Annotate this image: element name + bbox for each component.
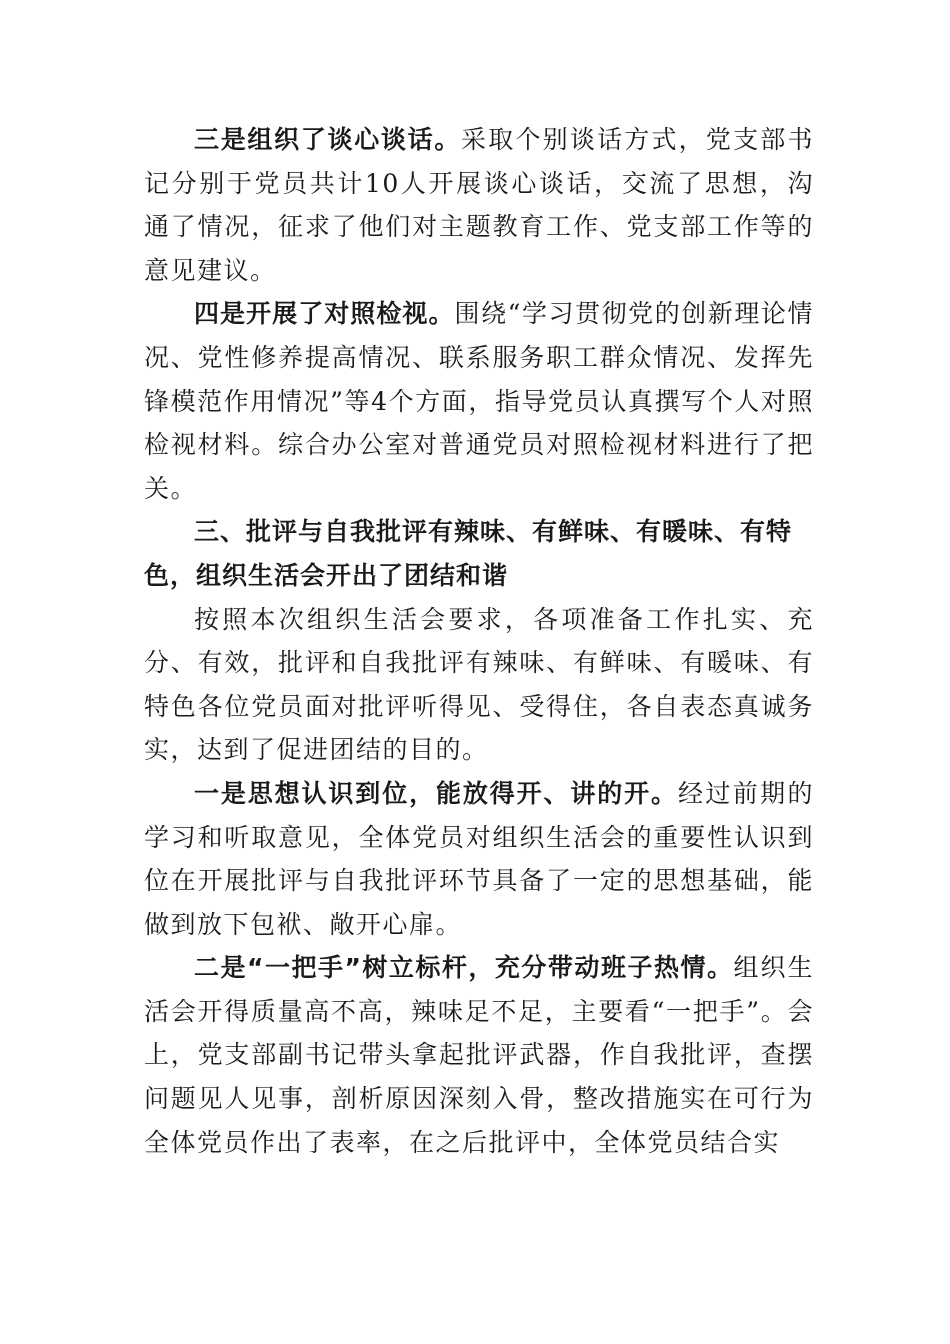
paragraph-lead: 四是开展了对照检视。 bbox=[194, 299, 455, 329]
paragraph-lead: 一是思想认识到位，能放得开、讲的开。 bbox=[194, 778, 678, 808]
paragraph-lead: 二是“一把手”树立标杆，充分带动班子热情。 bbox=[194, 953, 734, 983]
paragraph-text: 采取个别谈话方式，党支部书记分别于党员共计10人开展谈心谈话，交流了思想，沟通了情况，征求了他们对主题教育工作、党支部工作等的意见建议。 bbox=[144, 125, 814, 285]
paragraph-text: 组织生活会开得质量高不高，辣味足不足，主要看“一把手”。会上，党支部副书记带头拿起批评武器，作自我批评，查摆问题见人见事，剖析原因深刻入骨，整改措施实在可行为全体党员作出了表率，在之后批评中，全体党员结合实 bbox=[144, 953, 814, 1157]
paragraph-lead: 三是组织了谈心谈话。 bbox=[194, 125, 462, 154]
section-intro: 按照本次组织生活会要求，各项准备工作扎实、充分、有效，批评和自我批评有辣味、有鲜味、有暖味、有特色各位党员面对批评听得见、受得住，各自表态真诚务实，达到了促进团结的目的。 bbox=[144, 604, 814, 765]
paragraph-review bbox=[144, 292, 814, 510]
paragraph-text: 围绕“学习贯彻党的创新理论情况、党性修养提高情况、联系服务职工群众情况、发挥先锋模范作用情况”等4个方面，指导党员认真撰写个人对照检视材料。综合办公室对普通党员对照检视材料进行了把关。 bbox=[144, 299, 814, 503]
paragraph-talks bbox=[144, 118, 814, 292]
document-body bbox=[144, 118, 814, 1164]
paragraph-text: 经过前期的学习和听取意见，全体党员对组织生活会的重要性认识到位在开展批评与自我批评环节具备了一定的思想基础，能做到放下包袱、敞开心扉。 bbox=[144, 778, 814, 939]
paragraph-point-one bbox=[144, 772, 814, 946]
section-heading: 三、批评与自我批评有辣味、有鲜味、有暖味、有特色，组织生活会开出了团结和谐 bbox=[144, 517, 793, 590]
paragraph-point-two bbox=[144, 946, 814, 1164]
